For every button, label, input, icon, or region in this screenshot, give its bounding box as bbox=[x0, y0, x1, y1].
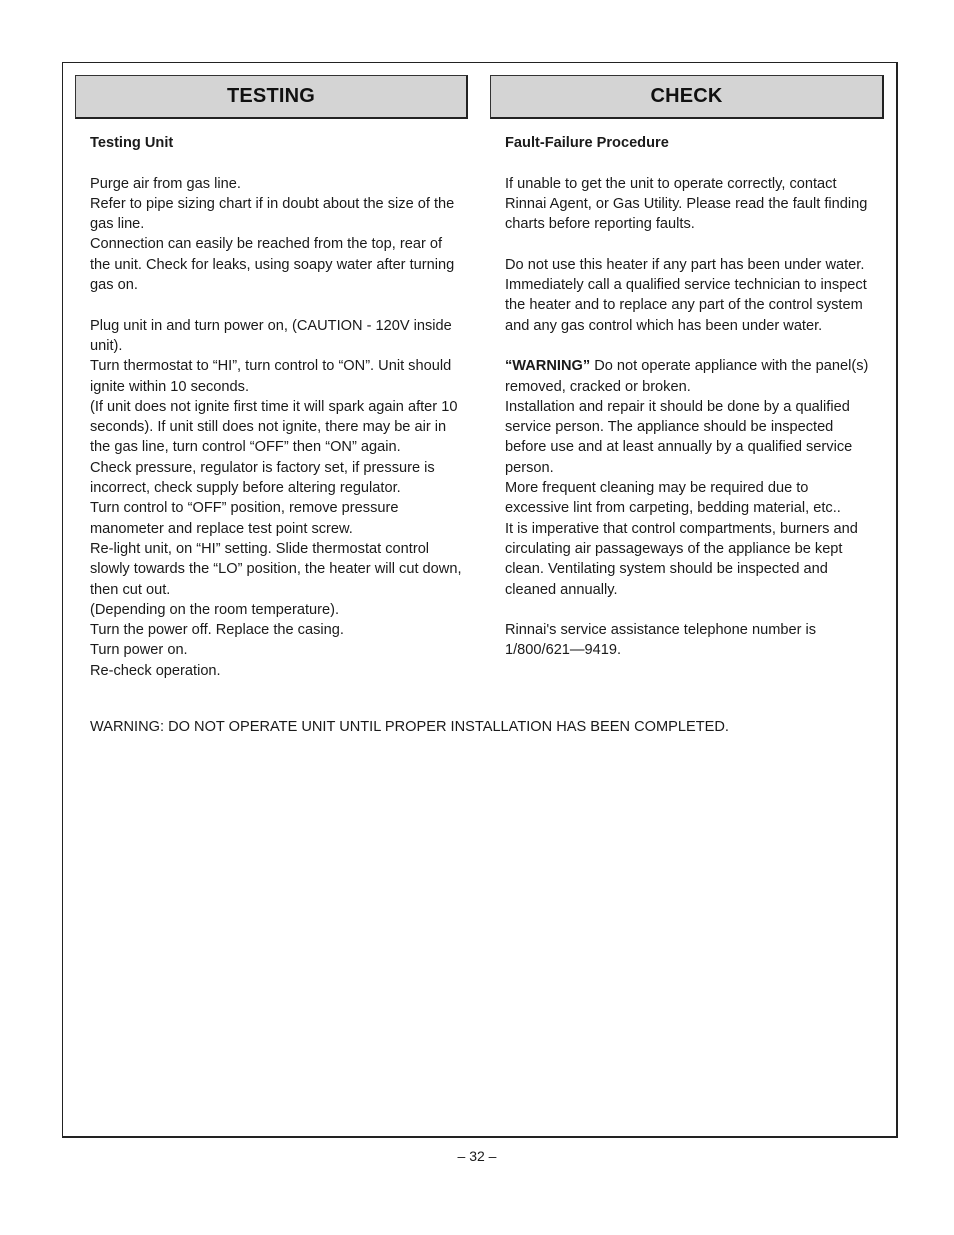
spacer bbox=[505, 153, 875, 173]
check-line: More frequent cleaning may be required due to excessive lint from carpeting, bedding material, etc.. bbox=[505, 480, 841, 517]
testing-column bbox=[90, 133, 462, 681]
testing-header: TESTING bbox=[75, 75, 468, 119]
check-line: Installation and repair it should be done by a qualified service person. The appliance should be inspected before use and at least annually by a qualified service person. bbox=[505, 398, 853, 476]
warning-text: Do not operate appliance with the panel(s) removed, cracked or broken. bbox=[505, 358, 869, 395]
testing-step: Refer to pipe sizing chart if in doubt about the size of the gas line. bbox=[90, 195, 455, 233]
testing-step: (Depending on the room temperature). bbox=[90, 601, 340, 618]
installation-warning: WARNING: DO NOT OPERATE UNIT UNTIL PROPER INSTALLATION HAS BEEN COMPLETED. bbox=[90, 719, 729, 735]
check-paragraph: Do not use this heater if any part has been under water. Immediately call a qualified service technician to inspect the heater and to replace any part of the control system and any gas control which has been under water. bbox=[505, 256, 867, 334]
spacer bbox=[505, 234, 875, 254]
testing-step: Plug unit in and turn power on, (CAUTION - 120V inside unit). bbox=[90, 317, 452, 354]
testing-step: Re-light unit, on “HI” setting. Slide thermostat control slowly towards the “LO” position, the heater will cut down, then cut out. bbox=[90, 540, 462, 598]
check-paragraph: If unable to get the unit to operate correctly, contact Rinnai Agent, or Gas Utility. Please read the fault finding charts before reporting faults. bbox=[505, 175, 868, 233]
testing-step: (If unit does not ignite first time it will spark again after 10 seconds). If unit still does not ignite, there may be air in the gas line, turn control “OFF” then “ON” again. bbox=[90, 398, 458, 456]
check-column bbox=[505, 133, 875, 661]
phone-paragraph: Rinnai's service assistance telephone number is 1/800/621—9419. bbox=[505, 622, 817, 659]
testing-step: Turn control to “OFF” position, remove pressure manometer and replace test point screw. bbox=[90, 500, 399, 537]
spacer bbox=[505, 336, 875, 356]
testing-step: Check pressure, regulator is factory set, if pressure is incorrect, check supply before altering regulator. bbox=[90, 459, 435, 497]
spacer bbox=[90, 295, 462, 315]
testing-subheading: Testing Unit bbox=[90, 135, 174, 151]
testing-step: Re-check operation. bbox=[90, 662, 221, 679]
spacer bbox=[90, 153, 462, 173]
testing-step: Connection can easily be reached from the top, rear of the unit. Check for leaks, using soapy water after turning gas on. bbox=[90, 236, 455, 294]
testing-step: Turn thermostat to “HI”, turn control to “ON”. Unit should ignite within 10 seconds. bbox=[90, 358, 452, 395]
check-header: CHECK bbox=[490, 75, 884, 119]
check-subheading: Fault-Failure Procedure bbox=[505, 135, 669, 151]
testing-step: Purge air from gas line. bbox=[90, 175, 241, 192]
warning-paragraph bbox=[505, 356, 875, 397]
check-line: It is imperative that control compartments, burners and circulating air passageways of the appliance be kept clean. Ventilating system should be inspected and cleaned annually. bbox=[505, 520, 858, 598]
spacer bbox=[505, 600, 875, 620]
page-number: – 32 – bbox=[457, 1148, 497, 1164]
testing-step: Turn the power off. Replace the casing. bbox=[90, 622, 344, 639]
testing-step: Turn power on. bbox=[90, 642, 188, 659]
warning-label: “WARNING” bbox=[505, 358, 591, 375]
